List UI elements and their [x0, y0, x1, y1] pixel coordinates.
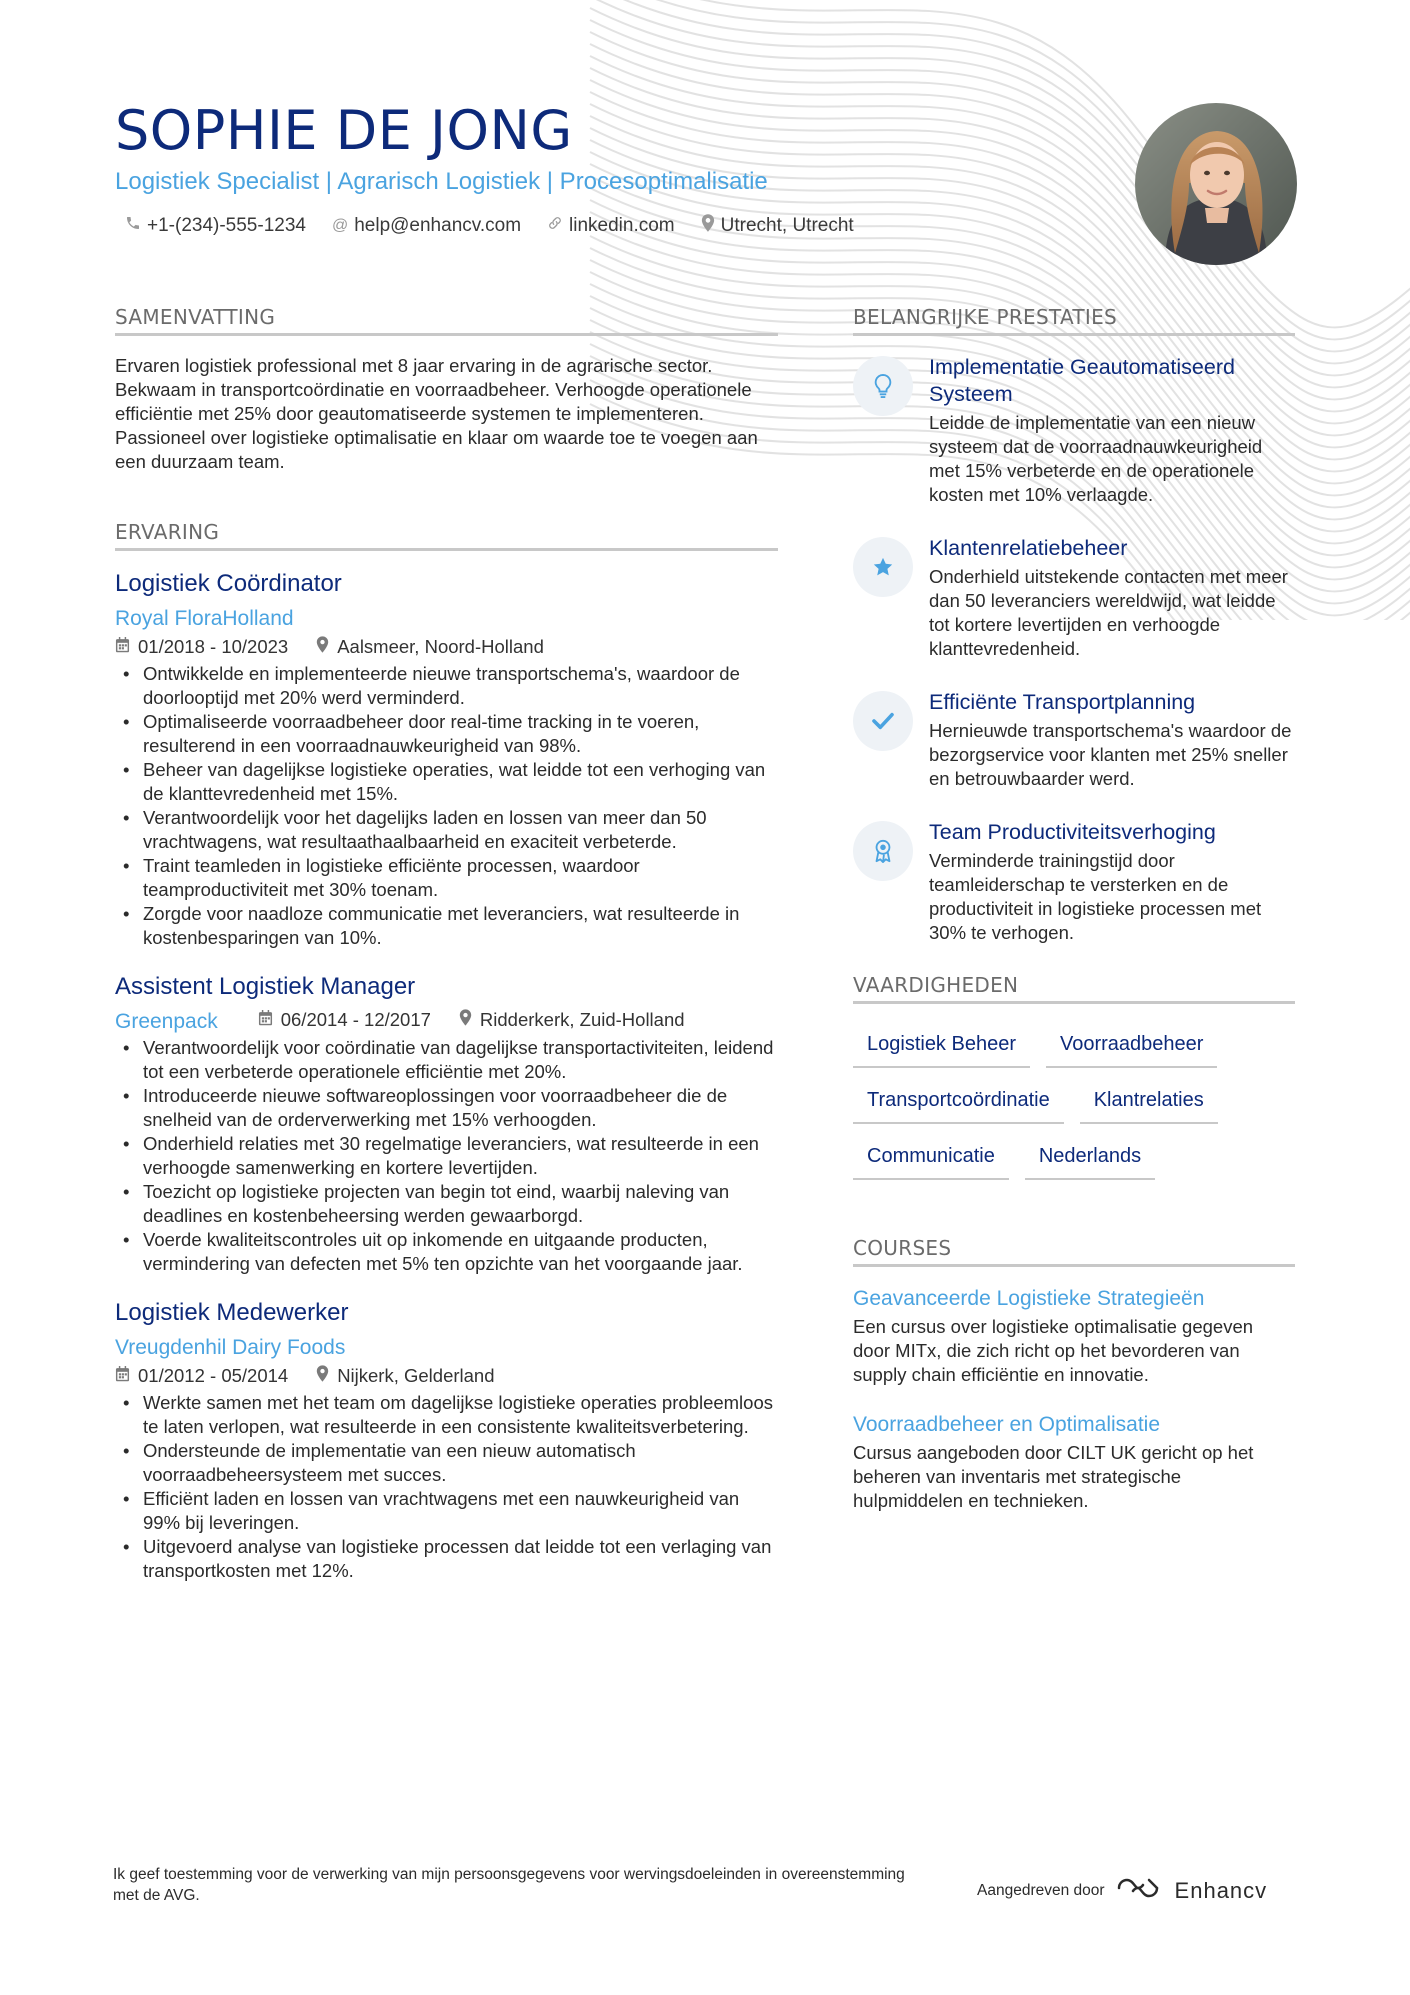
award-icon [853, 821, 913, 881]
right-column [853, 305, 1295, 1537]
location-pin-icon [316, 1365, 329, 1387]
job-location-text: Ridderkerk, Zuid-Holland [479, 1009, 685, 1030]
list-item: • Onderhield relaties met 30 regelmatige leveranciers, wat resulteerde in een verhoogde samenwerking en kortere levertijden. [115, 1132, 778, 1180]
job-title: Logistiek Coördinator [115, 570, 342, 597]
list-item: • Werkte samen met het team om dagelijkse logistieke operaties probleemloos te laten verlopen, wat resulteerde in een consistente kwaliteitsverbetering. [115, 1391, 778, 1439]
contact-email[interactable] [332, 215, 521, 237]
skill-tag: Communicatie [853, 1142, 1009, 1180]
list-item: • Ontwikkelde en implementeerde nieuwe transportschema's, waardoor de doorlooptijd met 20% werd verminderd. [115, 662, 778, 710]
achievement-text: Hernieuwde transportschema's waardoor de bezorgservice voor klanten met 25% sneller en betrouwbaarder werd. [929, 720, 1292, 789]
list-item: • Efficiënt laden en lossen van vrachtwagens met een nauwkeurigheid van 99% bij leveringen. [115, 1487, 778, 1535]
location-pin-icon [459, 1009, 472, 1031]
job-location [459, 1009, 685, 1031]
achievement-item [853, 354, 1295, 507]
job-location-text: Nijkerk, Gelderland [337, 1365, 495, 1386]
job-dates-text: 06/2014 - 12/2017 [280, 1009, 431, 1030]
candidate-name: SOPHIE DE JONG [115, 99, 573, 162]
calendar-icon [258, 1010, 273, 1031]
link-icon [547, 215, 563, 236]
skill-tag: Klantrelaties [1080, 1086, 1218, 1124]
resume-header [115, 100, 1115, 237]
powered-by[interactable] [977, 1876, 1267, 1905]
course-text: Cursus aangeboden door CILT UK gericht op het beheren van inventaris met strategische hulpmiddelen en technieken. [853, 1442, 1254, 1511]
list-item: • Voerde kwaliteitscontroles uit op inkomende en uitgaande producten, vermindering van defecten met 5% ten opzichte van het voorgaande jaar. [115, 1228, 778, 1276]
skills-title: VAARDIGHEDEN [853, 973, 1295, 1004]
skill-tag: Voorraadbeheer [1046, 1030, 1217, 1068]
achievement-title: Team Productiviteitsverhoging [929, 820, 1216, 844]
job-entry [115, 972, 778, 1276]
job-company: Vreugdenhil Dairy Foods [115, 1336, 346, 1359]
achievements-title: BELANGRIJKE PRESTATIES [853, 305, 1295, 336]
summary-section [115, 305, 778, 474]
achievement-text: Verminderde trainingstijd door teamleiderschap te versterken en de productiviteit in logistieke processen met 30% te verhogen. [929, 850, 1262, 943]
enhancv-logo-icon [1115, 1876, 1161, 1905]
job-meta [258, 1009, 685, 1031]
location-pin-icon [701, 214, 715, 237]
consent-note: Ik geef toestemming voor de verwerking van mijn persoonsgegevens voor wervingsdoeleinden in overeenstemming met de AVG. [113, 1866, 905, 1904]
job-company: Royal FloraHolland [115, 607, 294, 630]
star-icon [853, 537, 913, 597]
achievement-item [853, 535, 1295, 661]
location-pin-icon [316, 636, 329, 658]
achievement-title: Efficiënte Transportplanning [929, 690, 1196, 714]
skill-tag: Nederlands [1025, 1142, 1155, 1180]
list-item: • Zorgde voor naadloze communicatie met leveranciers, wat resulteerde in kostenbesparingen van 10%. [115, 902, 778, 950]
contact-phone [125, 215, 306, 237]
linkedin-text[interactable]: linkedin.com [569, 214, 675, 236]
list-item: • Optimaliseerde voorraadbeheer door real-time tracking in te voeren, resulterend in een voorraadnauwkeurigheid van 98%. [115, 710, 778, 758]
summary-title: SAMENVATTING [115, 305, 778, 336]
list-item: • Ondersteunde de implementatie van een nieuw automatisch voorraadbeheersysteem met succes. [115, 1439, 778, 1487]
brand-name: Enhancv [1174, 1877, 1268, 1903]
skill-tag: Logistiek Beheer [853, 1030, 1030, 1068]
job-dates [115, 1365, 288, 1387]
list-item: • Introduceerde nieuwe softwareoplossingen voor voorraadbeheer die de snelheid van de orderverwerking met 15% verhoogden. [115, 1084, 778, 1132]
achievement-item [853, 819, 1295, 945]
job-bullets [115, 1391, 778, 1583]
summary-text: Ervaren logistiek professional met 8 jaar ervaring in de agrarische sector. Bekwaam in transportcoördinatie en voorraadbeheer. Verhoogde operationele efficiëntie met 25% door geautomatiseerde systemen te implementeren. Passioneel over logistieke optimalisatie en klaar om waarde toe te voegen aan een duurzaam team. [115, 355, 758, 472]
job-entry [115, 1298, 778, 1583]
achievement-text: Onderhield uitstekende contacten met meer dan 50 leveranciers wereldwijd, wat leidde tot kortere levertijden en verhoogde klanttevredenheid. [929, 566, 1288, 659]
at-icon: @ [331, 216, 349, 234]
job-dates-text: 01/2018 - 10/2023 [138, 636, 289, 657]
list-item: • Verantwoordelijk voor coördinatie van dagelijkse transportactiviteiten, leidend tot een verbeterde operationele efficiëntie met 20%. [115, 1036, 778, 1084]
job-location [316, 1365, 494, 1387]
job-title: Logistiek Medewerker [115, 1299, 349, 1326]
job-bullets [115, 1036, 778, 1276]
job-bullets [115, 662, 778, 950]
calendar-icon [115, 637, 130, 658]
achievements-section [853, 305, 1295, 945]
achievement-title: Implementatie Geautomatiseerd Systeem [929, 355, 1235, 406]
job-entry [115, 569, 778, 950]
achievement-title: Klantenrelatiebeheer [929, 536, 1128, 560]
job-dates [258, 1009, 431, 1031]
lightbulb-icon [853, 356, 913, 416]
course-title: Geavanceerde Logistieke Strategieën [853, 1287, 1205, 1310]
phone-text: +1-(234)-555-1234 [147, 214, 306, 236]
location-text: Utrecht, Utrecht [720, 214, 854, 236]
course-item [853, 1285, 1295, 1387]
left-column [115, 305, 778, 1605]
contact-linkedin[interactable] [547, 215, 675, 237]
course-text: Een cursus over logistieke optimalisatie gegeven door MITx, die zich richt op het bevorderen van supply chain efficiëntie en innovatie. [853, 1316, 1254, 1385]
list-item: • Beheer van dagelijkse logistieke operaties, wat leidde tot een verhoging van de klanttevredenheid met 15%. [115, 758, 778, 806]
contact-info [115, 214, 1115, 237]
email-text[interactable]: help@enhancv.com [354, 214, 522, 236]
calendar-icon [115, 1366, 130, 1387]
profile-photo [1135, 103, 1297, 265]
job-company: Greenpack [115, 1010, 218, 1033]
courses-title: COURSES [853, 1236, 1295, 1267]
skill-tag: Transportcoördinatie [853, 1086, 1064, 1124]
experience-title: ERVARING [115, 520, 778, 551]
candidate-headline: Logistiek Specialist | Agrarisch Logistiek | Procesoptimalisatie [115, 168, 768, 195]
job-meta [115, 636, 778, 658]
experience-section [115, 520, 778, 1583]
powered-by-text: Aangedreven door [977, 1881, 1105, 1899]
contact-location [701, 214, 854, 237]
courses-section [853, 1236, 1295, 1513]
job-dates-text: 01/2012 - 05/2014 [138, 1365, 289, 1386]
course-title: Voorraadbeheer en Optimalisatie [853, 1413, 1161, 1436]
achievement-item [853, 689, 1295, 791]
list-item: • Traint teamleden in logistieke efficiënte processen, waardoor teamproductiviteit met 30% toenam. [115, 854, 778, 902]
course-item [853, 1411, 1295, 1513]
skills-list [853, 1030, 1295, 1180]
job-meta [115, 1365, 778, 1387]
list-item: • Toezicht op logistieke projecten van begin tot eind, waarbij naleving van deadlines en kostenbeheersing werden gewaarborgd. [115, 1180, 778, 1228]
skills-section [853, 973, 1295, 1180]
achievement-text: Leidde de implementatie van een nieuw systeem dat de voorraadnauwkeurigheid met 15% verbeterde en de operationele kosten met 10% verlaagde. [929, 412, 1263, 505]
check-icon [853, 691, 913, 751]
job-company-row [115, 1008, 778, 1036]
job-dates [115, 636, 288, 658]
list-item: • Uitgevoerd analyse van logistieke processen dat leidde tot een verlaging van transportkosten met 12%. [115, 1535, 778, 1583]
job-location-text: Aalsmeer, Noord-Holland [337, 636, 544, 657]
list-item: • Verantwoordelijk voor het dagelijks laden en lossen van meer dan 50 vrachtwagens, wat resultaathaalbaarheid en exaciteit verbeterde. [115, 806, 778, 854]
job-title: Assistent Logistiek Manager [115, 973, 416, 1000]
phone-icon [125, 215, 141, 236]
job-location [316, 636, 544, 658]
